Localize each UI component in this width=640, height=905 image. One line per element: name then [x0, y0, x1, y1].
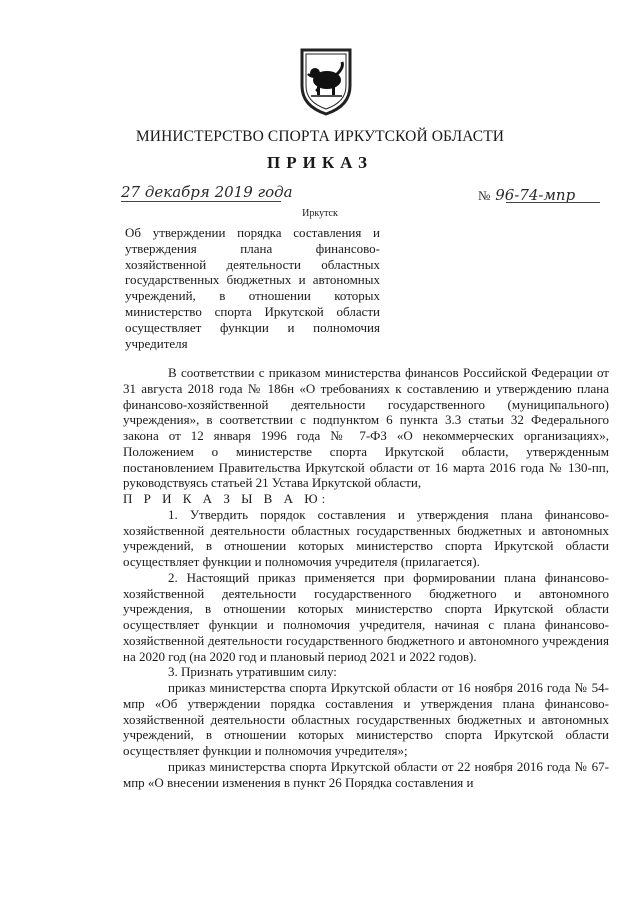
order-subject: Об утверждении порядка составления и утверждения плана финансово-хозяйственной деятельности областных государственных бюджетных и автономных учреждений, в отношении которых министерство спорта Иркутской области осуществляет функции и полномочия учредителя [125, 225, 380, 351]
date-underline [121, 201, 281, 202]
city-name: Иркутск [302, 208, 338, 219]
item-1-paragraph: 1. Утвердить порядок составления и утверждения плана финансово-хозяйственной деятельности областных государственных бюджетных и автономных учреждений, в отношении которых министерство спорта Иркутской области осуществляет функции и полномочия учредителя (прилагается). [123, 506, 609, 569]
number-prefix: № [478, 188, 491, 203]
item-3a-paragraph: приказ министерства спорта Иркутской области от 16 ноября 2016 года № 54-мпр «Об утверждении порядка составления и утверждения плана финансово-хозяйственной деятельности областных государственных бюджетных и автономных учреждений, в отношении которых министерство спорта Иркутской области осуществляет функции и полномочия учредителя»; [123, 680, 609, 758]
item-3-paragraph: 3. Признать утратившим силу: [168, 664, 337, 680]
number-underline [506, 202, 600, 203]
coat-of-arms-emblem [296, 44, 356, 116]
item-2-paragraph: 2. Настоящий приказ применяется при формировании плана финансово-хозяйственной деятельности государственного бюджетного и автономного учреждения, в отношении которых министерство спорта Иркутской области осуществляет функции и полномочия учредителя, начиная с плана финансово-хозяйственной деятельности государственного бюджетного и автономного учреждения на 2020 год (на 2020 год и плановый период 2021 и 2022 годов). [123, 569, 609, 664]
order-number-handwritten: 96-74-мпр [495, 186, 576, 204]
order-body [123, 365, 609, 790]
ministry-name: МИНИСТЕРСТВО СПОРТА ИРКУТСКОЙ ОБЛАСТИ [135, 128, 505, 145]
document-type-title: ПРИКАЗ [267, 153, 373, 172]
preamble-paragraph: В соответствии с приказом министерства финансов Российской Федерации от 31 августа 2018 года № 186н «О требованиях к составлению и утверждению плана финансово-хозяйственной деятельности государственного (муниципального) учреждения», в соответствии с подпунктом 6 пункта 3.3 статьи 32 Федерального закона от 12 января 1996 года № 7-ФЗ «О некоммерческих организациях», Положением о министерстве спорта Иркутской области, утвержденным постановлением Правительства Иркутской области от 16 марта 2016 года № 130-пп, руководствуясь статьей 21 Устава Иркутской области, [123, 365, 609, 491]
item-3b-paragraph: приказ министерства спорта Иркутской области от 22 ноября 2016 года № 67-мпр «О внесении изменения в пункт 26 Порядка составления и [123, 758, 609, 790]
order-word: П Р И К А З Ы В А Ю: [123, 491, 330, 506]
order-date-handwritten: 27 декабря 2019 года [121, 183, 293, 201]
